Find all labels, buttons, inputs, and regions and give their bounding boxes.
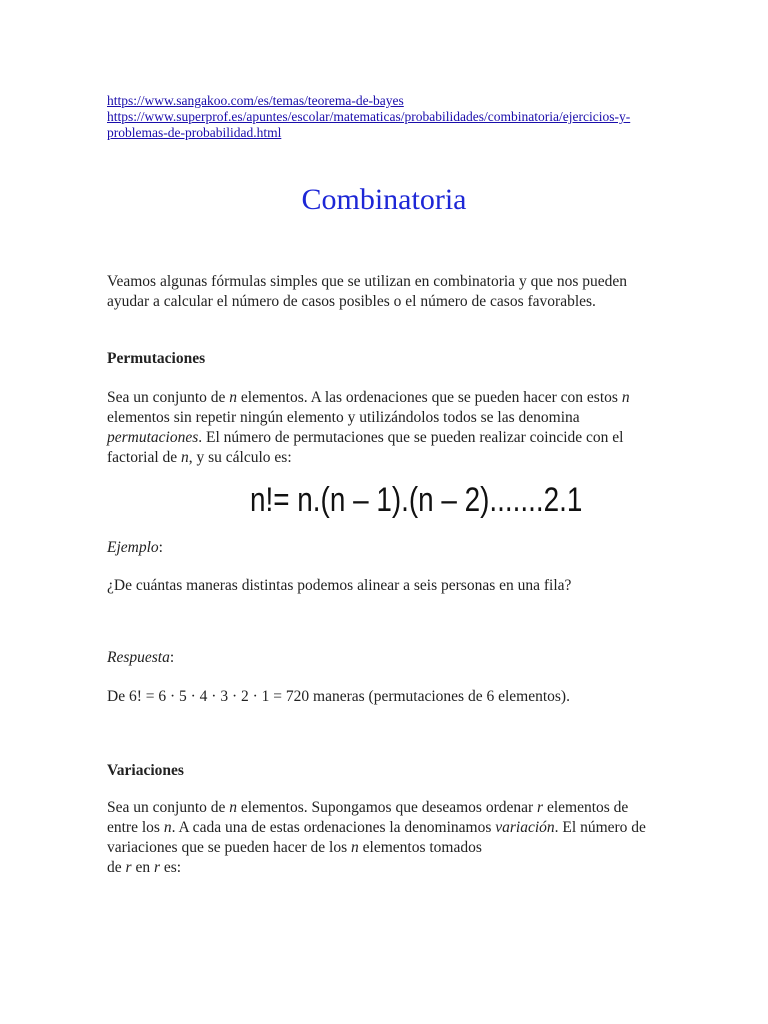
respuesta-text: De 6! = 6 · 5 · 4 · 3 · 2 · 1 = 720 maneras (permutaciones de 6 elementos).: [107, 688, 570, 705]
intro-paragraph: Veamos algunas fórmulas simples que se utilizan en combinatoria y que nos pueden ayudar a calcular el número de casos posibles o el número de casos favorables.: [107, 273, 627, 310]
page-title: Combinatoria: [301, 183, 467, 216]
ejemplo-label: Ejemplo:: [107, 539, 163, 556]
permutaciones-paragraph: Sea un conjunto de n elementos. A las ordenaciones que se pueden hacer con estos n elementos sin repetir ningún elemento y utilizándolos todos se las denomina permutaciones. El número de permutaciones que se pueden realizar coincide con el factorial de n, y su cálculo es:: [107, 389, 630, 466]
heading-permutaciones: Permutaciones: [107, 350, 206, 367]
heading-variaciones: Variaciones: [107, 762, 184, 779]
ejemplo-question: ¿De cuántas maneras distintas podemos alinear a seis personas en una fila?: [107, 577, 572, 594]
variaciones-paragraph: Sea un conjunto de n elementos. Supongamos que deseamos ordenar r elementos de entre los n. A cada una de estas ordenaciones la denominamos variación. El número de variaciones que se pueden hacer de los n elementos tomados de r en r es:: [107, 799, 646, 876]
respuesta-label: Respuesta:: [107, 649, 175, 666]
reference-links: [107, 93, 667, 141]
link-sangakoo[interactable]: https://www.sangakoo.com/es/temas/teorema-de-bayes: [107, 93, 404, 108]
link-superprof[interactable]: https://www.superprof.es/apuntes/escolar/matematicas/probabilidades/combinatoria/ejercicios-y-problemas-de-probabilidad.html: [107, 109, 631, 140]
factorial-formula: n!= n.(n – 1).(n – 2).......2.1: [250, 481, 583, 519]
